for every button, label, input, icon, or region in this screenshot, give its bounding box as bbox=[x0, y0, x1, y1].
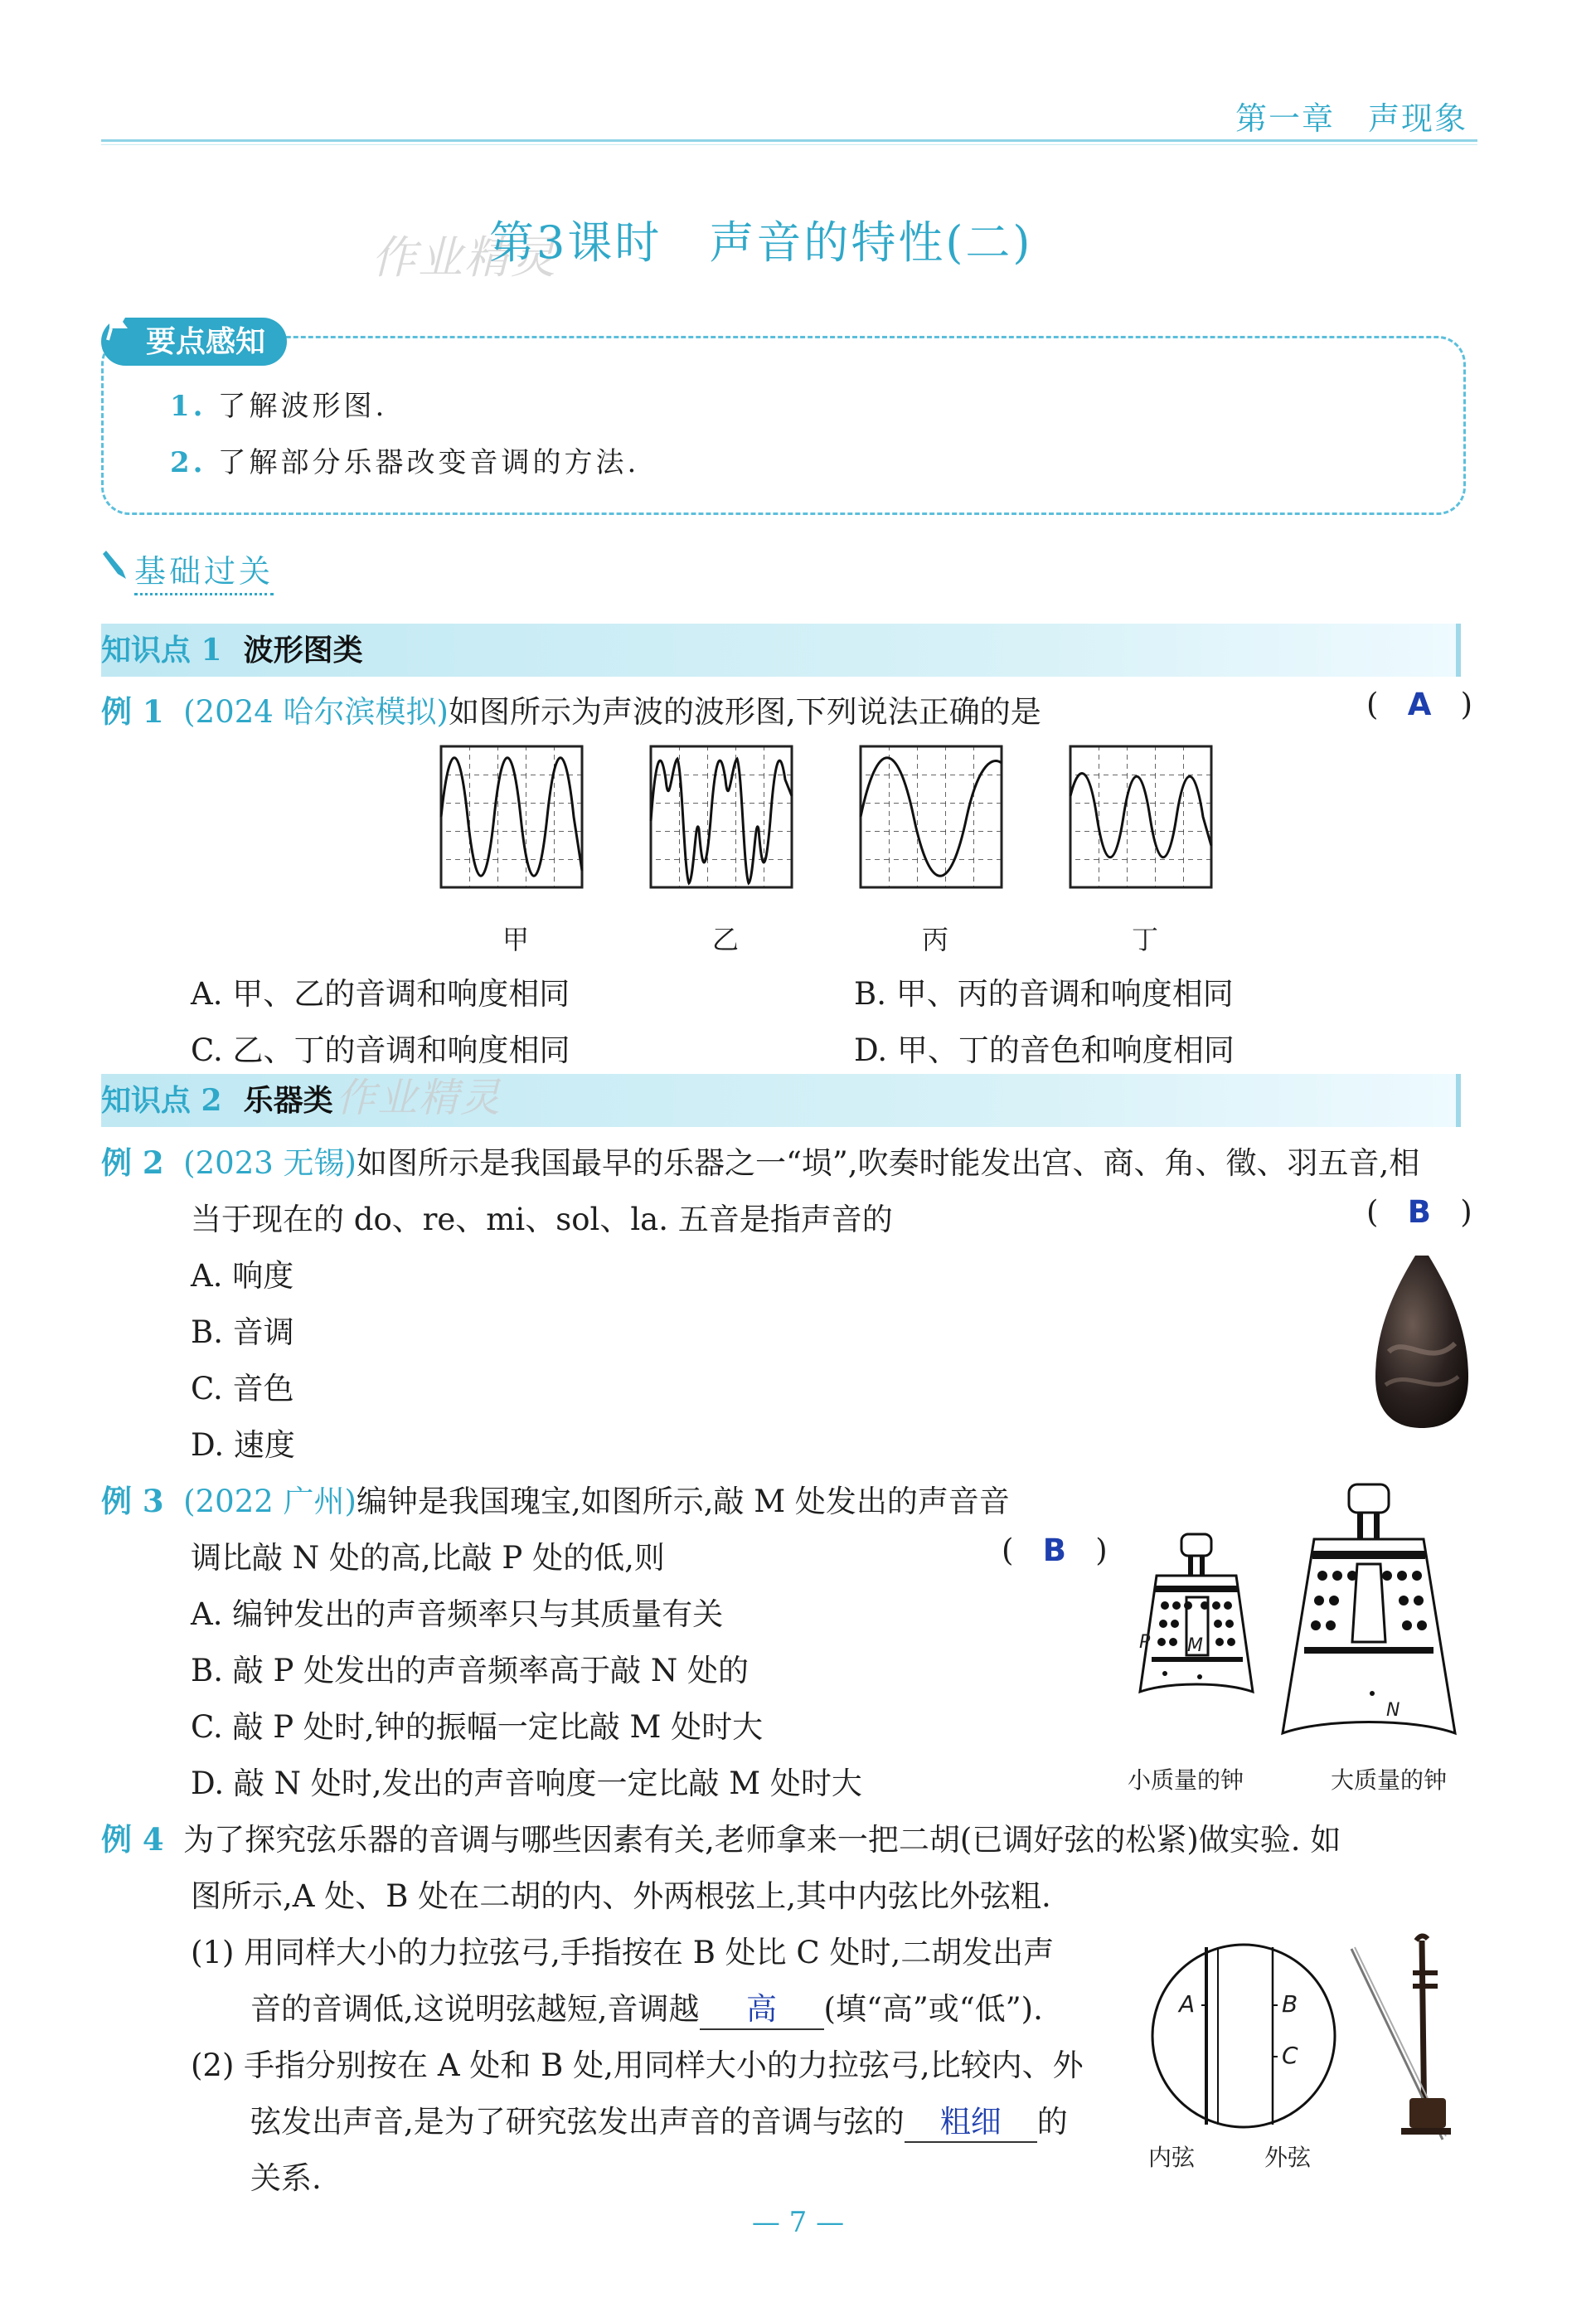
ex1-option-c: C. 乙、丁的音调和响度相同 bbox=[191, 1032, 570, 1068]
large-bell bbox=[1283, 1484, 1455, 1733]
waveform-yi bbox=[651, 746, 792, 887]
bells-figure bbox=[1115, 1476, 1463, 1750]
ex3-option-a: A. 编钟发出的声音频率只与其质量有关 bbox=[191, 1596, 724, 1632]
example-3-answer: ( B ) bbox=[1002, 1533, 1108, 1568]
example-1-stem: 例 1 (2024 哈尔滨模拟)如图所示为声波的波形图,下列说法正确的是 bbox=[101, 693, 1041, 730]
example-4-q1-line1: (1) 用同样大小的力拉弦弓,手指按在 B 处比 C 处时,二胡发出声 bbox=[191, 1935, 1055, 1970]
ex3-option-d: D. 敲 N 处时,发出的声音响度一定比敲 M 处时大 bbox=[191, 1766, 862, 1801]
example-4-q2-line2: 弦发出声音,是为了研究弦发出声音的音调与弦的 粗细 的 bbox=[250, 2096, 1068, 2143]
wave-label-ding: 丁 bbox=[1132, 924, 1159, 955]
xun-instrument-image bbox=[1372, 1252, 1472, 1431]
knowledge-point-1: 知识点 1 波形图类 bbox=[101, 633, 363, 668]
example-2-answer: ( B ) bbox=[1366, 1194, 1472, 1230]
erhu-instrument-image bbox=[1343, 1932, 1467, 2148]
ex2-option-b: B. 音调 bbox=[191, 1314, 294, 1350]
waveform-ding bbox=[1070, 746, 1211, 887]
key-point-2: 2. 了解部分乐器改变音调的方法. bbox=[170, 446, 640, 479]
example-4-q1-line2: 音的音调低,这说明弦越短,音调越 高 (填“高”或“低”). bbox=[250, 1984, 1043, 2030]
outer-string-caption: 外弦 bbox=[1264, 2144, 1312, 2171]
example-2-stem-line1: 例 2 (2023 无锡)如图所示是我国最早的乐器之一“埙”,吹奏时能发出宫、商、角、徵、羽五音,相 bbox=[101, 1144, 1420, 1181]
knowledge-bar-edge bbox=[1456, 624, 1461, 677]
ex3-option-c: C. 敲 P 处时,钟的振幅一定比敲 M 处时大 bbox=[191, 1709, 764, 1745]
pushpin-icon bbox=[103, 307, 139, 352]
large-bell-caption: 大质量的钟 bbox=[1331, 1766, 1448, 1794]
watermark: 作业精灵 bbox=[336, 1075, 502, 1121]
ex2-option-c: C. 音色 bbox=[191, 1371, 294, 1406]
bell-label-n: N bbox=[1386, 1700, 1400, 1721]
wave-label-jia: 甲 bbox=[502, 924, 530, 955]
example-3-stem-line1: 例 3 (2022 广州)编钟是我国瑰宝,如图所示,敲 M 处发出的声音音 bbox=[101, 1483, 1010, 1519]
small-bell-caption: 小质量的钟 bbox=[1128, 1766, 1244, 1794]
ex2-option-d: D. 速度 bbox=[191, 1427, 295, 1463]
example-4-q2-line1: (2) 手指分别按在 A 处和 B 处,用同样大小的力拉弦弓,比较内、外 bbox=[191, 2048, 1084, 2083]
ex2-option-a: A. 响度 bbox=[191, 1258, 294, 1294]
wave-label-yi: 乙 bbox=[712, 924, 740, 955]
ex1-option-a: A. 甲、乙的音调和响度相同 bbox=[191, 976, 570, 1012]
pencil-icon bbox=[101, 547, 131, 589]
example-1-answer: ( A ) bbox=[1366, 687, 1473, 722]
string-label-a: A bbox=[1179, 1990, 1196, 2018]
example-4-q2-line3: 关系. bbox=[250, 2160, 322, 2196]
ex1-option-b: B. 甲、丙的音调和响度相同 bbox=[854, 976, 1234, 1012]
knowledge-bar-edge bbox=[1456, 1074, 1461, 1127]
ex1-option-d: D. 甲、丁的音色和响度相同 bbox=[854, 1032, 1235, 1068]
small-bell bbox=[1140, 1534, 1253, 1692]
waveform-bing bbox=[861, 746, 1002, 887]
ex3-option-b: B. 敲 P 处发出的声音频率高于敲 N 处的 bbox=[191, 1653, 749, 1688]
header-rule-thin bbox=[101, 144, 1477, 145]
example-4-stem-line1: 例 4 为了探究弦乐器的音调与哪些因素有关,老师拿来一把二胡(已调好弦的松紧)做实验. 如 bbox=[101, 1821, 1341, 1858]
watermark: 作业精灵 bbox=[371, 231, 557, 284]
inner-string-caption: 内弦 bbox=[1148, 2144, 1196, 2171]
string-label-c: C bbox=[1282, 2042, 1298, 2069]
wave-label-bing: 丙 bbox=[922, 924, 949, 955]
example-3-stem-line2: 调比敲 N 处的高,比敲 P 处的低,则 bbox=[191, 1540, 665, 1576]
page-number: — 7 — bbox=[751, 2206, 845, 2239]
key-points-badge: 要点感知 bbox=[101, 318, 287, 366]
lesson-title: 第3课时 声音的特性(二) bbox=[489, 216, 1033, 269]
q2-answer-blank: 粗细 bbox=[905, 2096, 1037, 2143]
chapter-header: 第一章 声现象 bbox=[1235, 100, 1467, 137]
key-point-1: 1. 了解波形图. bbox=[170, 390, 388, 423]
bell-label-p: P bbox=[1139, 1632, 1151, 1653]
string-label-b: B bbox=[1282, 1990, 1298, 2018]
example-4-stem-line2: 图所示,A 处、B 处在二胡的内、外两根弦上,其中内弦比外弦粗. bbox=[191, 1878, 1051, 1914]
waveform-jia bbox=[441, 746, 582, 887]
knowledge-point-2: 知识点 2 乐器类 bbox=[101, 1083, 333, 1118]
example-2-stem-line2: 当于现在的 do、re、mi、sol、la. 五音是指声音的 bbox=[191, 1202, 893, 1237]
bell-label-m: M bbox=[1187, 1635, 1203, 1656]
waveform-figure bbox=[439, 745, 1227, 902]
q1-answer-blank: 高 bbox=[700, 1984, 824, 2030]
basic-section-title: 基础过关 bbox=[134, 546, 274, 595]
erhu-strings-figure bbox=[1148, 1941, 1339, 2140]
header-rule bbox=[101, 139, 1477, 142]
key-points-box bbox=[101, 336, 1466, 515]
